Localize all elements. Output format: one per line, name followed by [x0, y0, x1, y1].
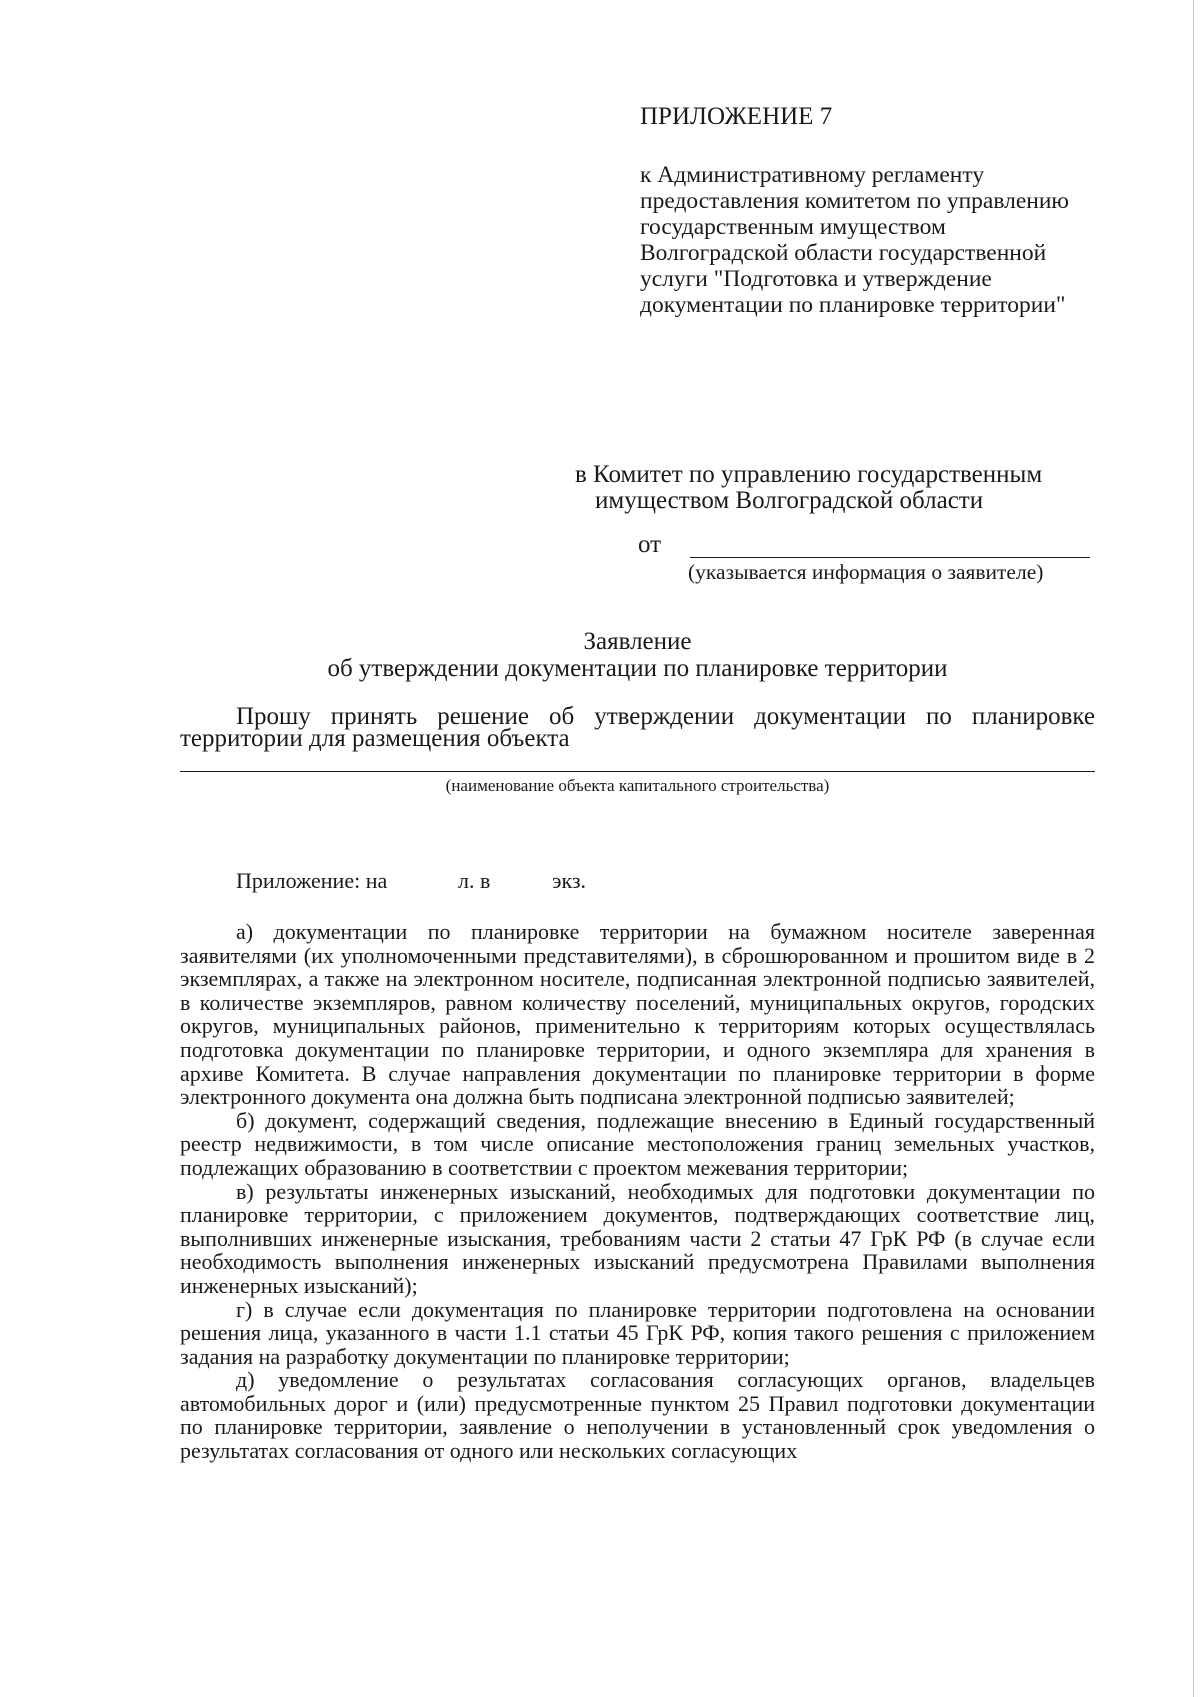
- request-line: территории для размещения объекта: [180, 725, 570, 752]
- appendix-title: ПРИЛОЖЕНИЕ 7: [640, 103, 833, 130]
- list-item: б) документ, содержащий сведения, подлежащие внесению в Единый государственный реестр недвижимости, в том числе описание местоположения границ земельных участков, подлежащих образованию в соответствии с проектом межевания территории;: [180, 1107, 1095, 1180]
- list-item: а) документации по планировке территории на бумажном носителе заверенная заявителями (их уполномоченными представителями), в сброшюрованном и прошитом виде в 2 экземплярах, а также на электронном носителе, подписанная электронной подписью заявителей, в количестве экземпляров, равном количеству поселений, муниципальных округов, городских округов, муниципальных районов, применительно к территориям которых осуществлялась подготовка документации по планировке территории, и одного экземпляра для хранения в архиве Комитета. В случае направления документации по планировке территории в форме электронного документа она должна быть подписана электронной подписью заявителей;: [180, 919, 1095, 1110]
- appendix-subtitle-line: документации по планировке территории": [640, 292, 1066, 318]
- appendix-subtitle-line: государственным имуществом: [640, 214, 946, 240]
- appendix-subtitle-line: предоставления комитетом по управлению: [640, 188, 1069, 214]
- appendix-subtitle-line: к Административному регламенту: [640, 162, 985, 188]
- addressee-line: в Комитет по управлению государственным: [575, 461, 1043, 488]
- attachment-row: [236, 868, 736, 896]
- attachment-items-list: [180, 920, 1095, 1463]
- appendix-subtitle-line: услуги "Подготовка и утверждение: [640, 266, 992, 292]
- document-title: [180, 628, 1095, 682]
- from-field-row: [638, 532, 1100, 562]
- list-item: г) в случае если документация по планировке территории подготовлена на основании решения лица, указанного в части 1.1 статьи 45 ГрК РФ, копия такого решения с приложением задания на разработку документации по планировке территории;: [180, 1296, 1095, 1369]
- request-line: Прошу принять решение об утверждении документации по планировке: [236, 703, 1095, 730]
- attachment-label: Приложение: на: [236, 868, 388, 893]
- from-hint: (указывается информация о заявителе): [688, 560, 1044, 584]
- attachment-sheets-label: л. в: [458, 868, 491, 893]
- request-paragraph: [180, 703, 1095, 752]
- addressee-block: [575, 462, 1042, 514]
- document-title-line: Заявление: [583, 628, 692, 655]
- object-name-blank-line: [180, 771, 1095, 772]
- scan-edge-line: [1193, 0, 1194, 1697]
- appendix-subtitle: [640, 162, 1069, 318]
- appendix-subtitle-line: Волгоградской области государственной: [640, 240, 1047, 266]
- addressee-line: имуществом Волгоградской области: [595, 487, 984, 514]
- document-subtitle-line: об утверждении документации по планировке территории: [327, 655, 948, 682]
- from-blank-line: [690, 557, 1090, 558]
- attachment-copies-label: экз.: [552, 868, 587, 893]
- list-item: д) уведомление о результатах согласования согласующих органов, владельцев автомобильных дорог и (или) предусмотренные пунктом 25 Правил подготовки документации по планировке территории, заявление о неполучении в установленный срок уведомления о результатах согласования от одного или нескольких согласующих: [180, 1367, 1095, 1464]
- object-name-hint: (наименование объекта капитального строительства): [445, 776, 830, 795]
- from-label: от: [638, 531, 662, 558]
- list-item: в) результаты инженерных изысканий, необходимых для подготовки документации по планировке территории, с приложением документов, подтверждающих соответствие лиц, выполнивших инженерные изыскания, требованиям части 2 статьи 47 ГрК РФ (в случае если необходимость выполнения инженерных изысканий предусмотрена Правилами выполнения инженерных изысканий);: [180, 1178, 1095, 1298]
